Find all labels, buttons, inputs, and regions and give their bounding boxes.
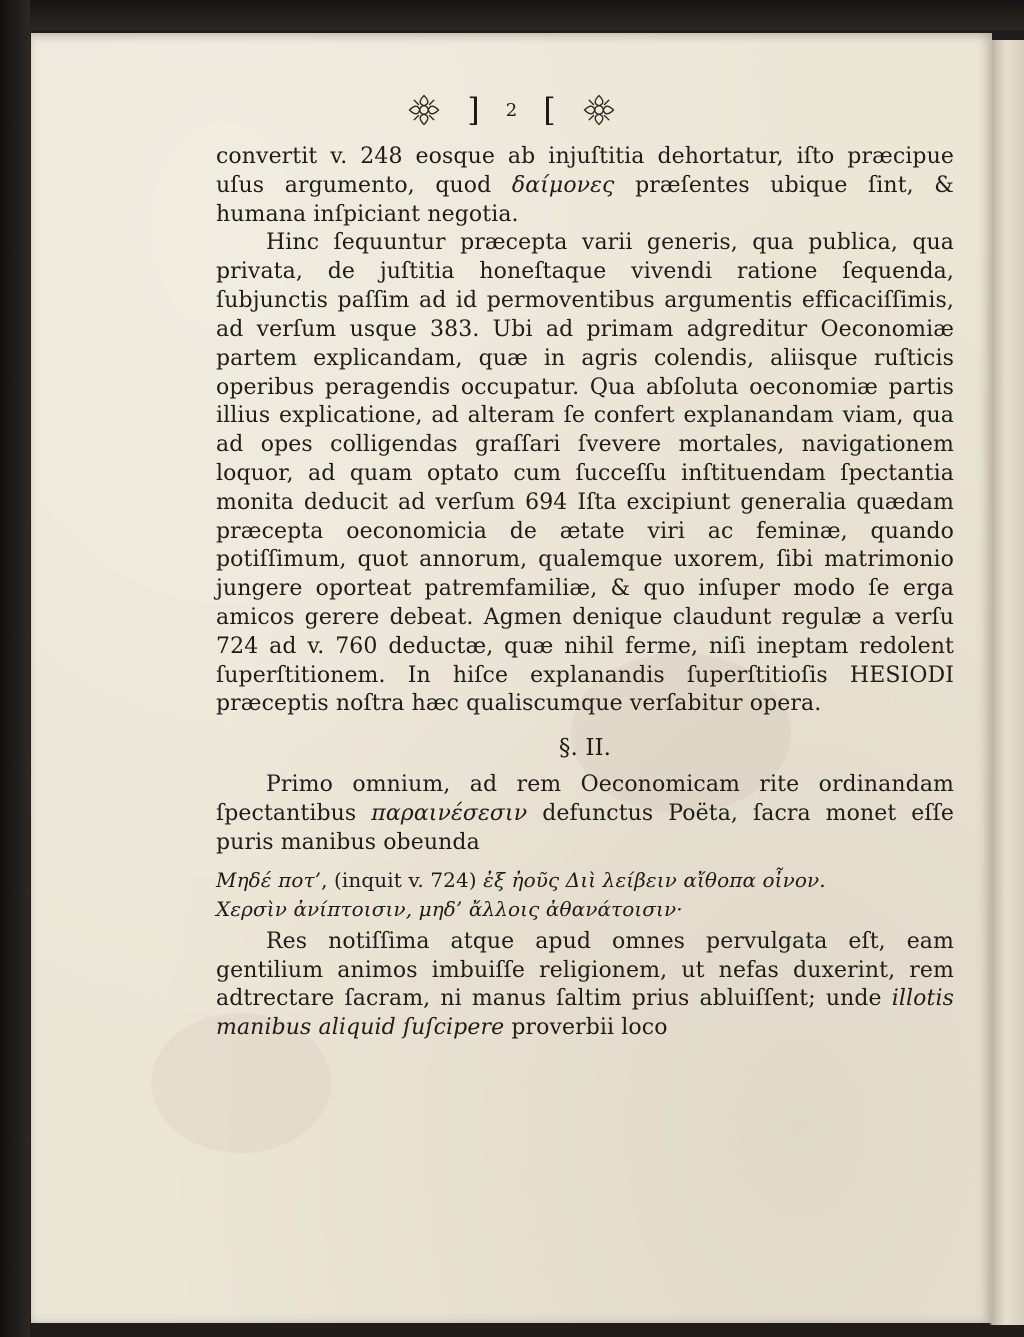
p1-text-b: præſentes ubique ſint, & humana inſpiciant negotia. (216, 172, 954, 227)
scan-top-edge (0, 0, 1024, 30)
adjacent-page-edge (990, 40, 1024, 1325)
header-right-bracket: [ (543, 91, 556, 129)
left-ornament-icon (407, 93, 441, 127)
verse-line-1 (216, 866, 954, 895)
section-heading: §. II. (558, 735, 612, 762)
verse1-greek-b: ἐξ ἠοῦς Διὶ λείβειν αἴθοπα οἶνον. (483, 867, 826, 892)
header-left-bracket: ] (467, 91, 480, 129)
p4-italic-phrase: illotis manibus aliquid ſuſcipere (216, 986, 954, 1041)
p4-text-a: Res notiſſima atque apud omnes pervulgata eſt, eam gentilium animos imbuiſſe religionem, ut nefas duxerint, rem adtrectare ſacram, ni manus ſaltim prius abluiſſent; unde (216, 928, 954, 1012)
p4-text-b: proverbii loco (504, 1015, 668, 1041)
body-text (216, 143, 954, 1043)
greek-word-daimones: δαίμονες (511, 172, 615, 198)
paragraph-1 (216, 143, 954, 229)
paragraph-4 (216, 928, 954, 1043)
page-sheet (31, 33, 992, 1323)
verse1-greek-a: Μηδέ ποτ’ (216, 867, 322, 892)
greek-verse-quote (216, 866, 954, 924)
paragraph-2: Hinc ſequuntur præcepta varii generis, qua publica, qua privata, de juſtitia honeſtaque vivendi ratione ſequenda, ſubjunctis paſſim ad id permoventibus argumentis efficaciſſimis, ad verſum usque 383. Ubi ad primam adgreditur Oeconomiæ partem explicandam, quæ in agris colendis, aliisque ruſticis operibus peragendis occupatur. Qua abſoluta oeconomiæ partis illius explicatione, ad alteram ſe confert explanandam viam, qua ad opes colligendas graſſari ſvevere mortales, navigationem loquor, ad quam optato cum ſucceſſu inſtituendam ſpectantia monita deducit ad verſum 694 Iſta excipiunt generalia quædam præcepta oeconomicia de ætate viri ac feminæ, quando potiſſimum, quot annorum, qualemque uxorem, ſibi matrimonio jungere oporteat patremfamiliæ, & quo inſuper modo ſe erga amicos gerere debeat. Agmen denique claudunt regulæ a verſu 724 ad v. 760 deductæ, quæ nihil ferme, niſi ineptam redolent ſuperſtitionem. In hiſce explanandis ſuperſtitioſis HESIODI præceptis noſtra hæc qualiscumque verſabitur opera. (216, 230, 954, 717)
scan-left-edge (0, 0, 30, 1337)
p3-text-a: Primo omnium, ad rem Oeconomicam rite ordinandam ſpectantibus (216, 772, 954, 827)
p1-text-a: convertit v. 248 eosque ab injuſtitia dehortatur, iſto præcipue uſus argumento, quod (216, 144, 954, 198)
p3-text-b: defunctus Poëta, ſacra monet eſſe puris manibus obeunda (216, 801, 955, 855)
verse-line-2: Χερσὶν ἀνίπτοισιν, μηδ’ ἄλλοις ἀθανάτοισιν· (216, 896, 683, 921)
running-header (31, 85, 992, 135)
greek-word-parainesesin: παραινέσεσιν (371, 801, 528, 827)
verse1-latin: , (inquit v. 724) (321, 867, 484, 892)
right-ornament-icon (582, 93, 616, 127)
paragraph-3 (216, 771, 954, 857)
page-number: 2 (505, 99, 518, 121)
